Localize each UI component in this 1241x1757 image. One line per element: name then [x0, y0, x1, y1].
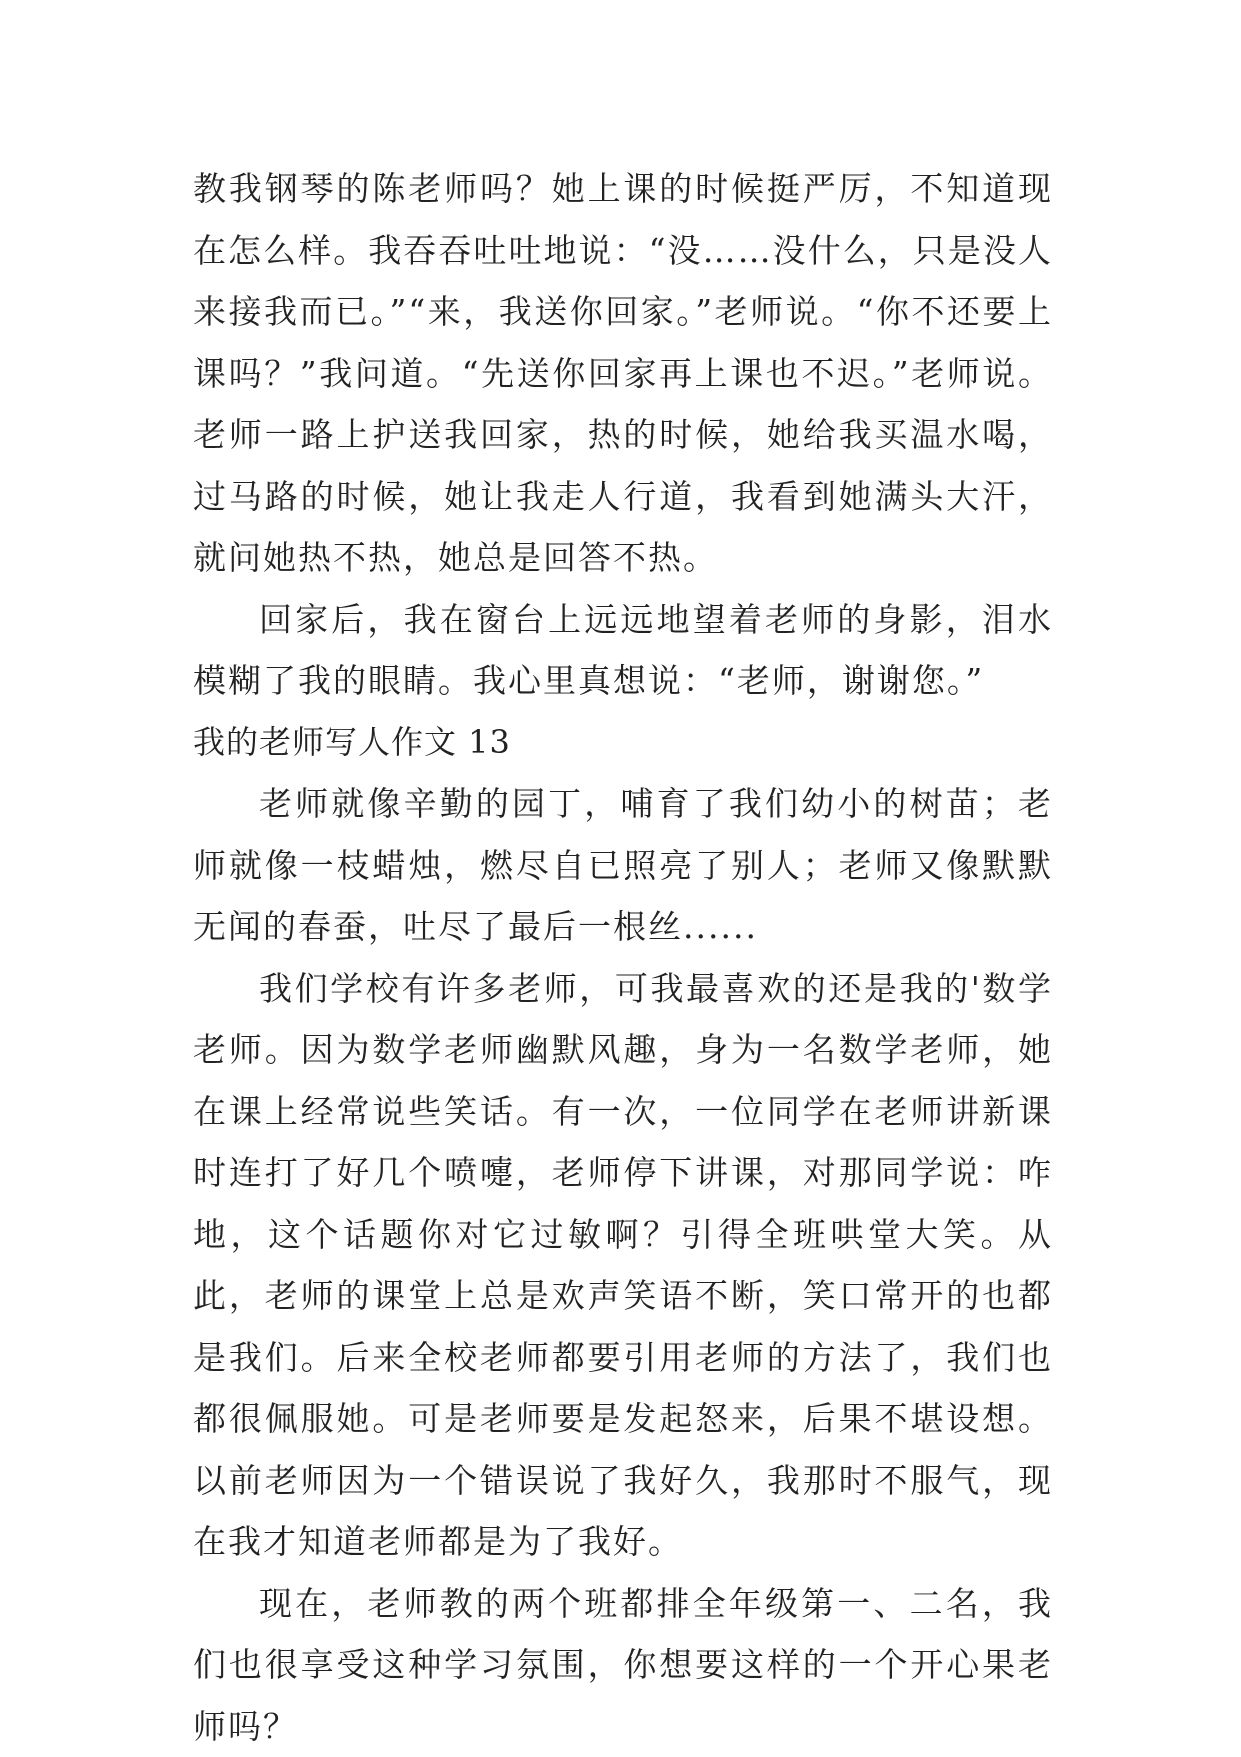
- paragraph-1: 教我钢琴的陈老师吗？她上课的时候挺严厉，不知道现在怎么样。我吞吞吐吐地说：“没……没什么，只是没人来接我而已。”“来，我送你回家。”老师说。“你不还要上课吗？”我问道。“先送你回家再上课也不迟。”老师说。老师一路上护送我回家，热的时候，她给我买温水喝，过马路的时候，她让我走人行道，我看到她满头大汗，就问她热不热，她总是回答不热。: [193, 158, 1053, 589]
- paragraph-4: 我们学校有许多老师，可我最喜欢的还是我的'数学老师。因为数学老师幽默风趣，身为一名数学老师，她在课上经常说些笑话。有一次，一位同学在老师讲新课时连打了好几个喷嚏，老师停下讲课，对那同学说：咋地，这个话题你对它过敏啊？引得全班哄堂大笑。从此，老师的课堂上总是欢声笑语不断，笑口常开的也都是我们。后来全校老师都要引用老师的方法了，我们也都很佩服她。可是老师要是发起怒来，后果不堪设想。以前老师因为一个错误说了我好久，我那时不服气，现在我才知道老师都是为了我好。: [193, 958, 1053, 1573]
- paragraph-3: 老师就像辛勤的园丁，哺育了我们幼小的树苗；老师就像一枝蜡烛，燃尽自已照亮了别人；老师又像默默无闻的春蚕，吐尽了最后一根丝......: [193, 773, 1053, 958]
- paragraph-2: 回家后，我在窗台上远远地望着老师的身影，泪水模糊了我的眼睛。我心里真想说：“老师，谢谢您。”: [193, 589, 1053, 712]
- paragraph-5: 现在，老师教的两个班都排全年级第一、二名，我们也很享受这种学习氛围，你想要这样的一个开心果老师吗？: [193, 1573, 1053, 1757]
- document-body: [193, 158, 1053, 1757]
- section-heading: 我的老师写人作文 13: [193, 712, 1053, 774]
